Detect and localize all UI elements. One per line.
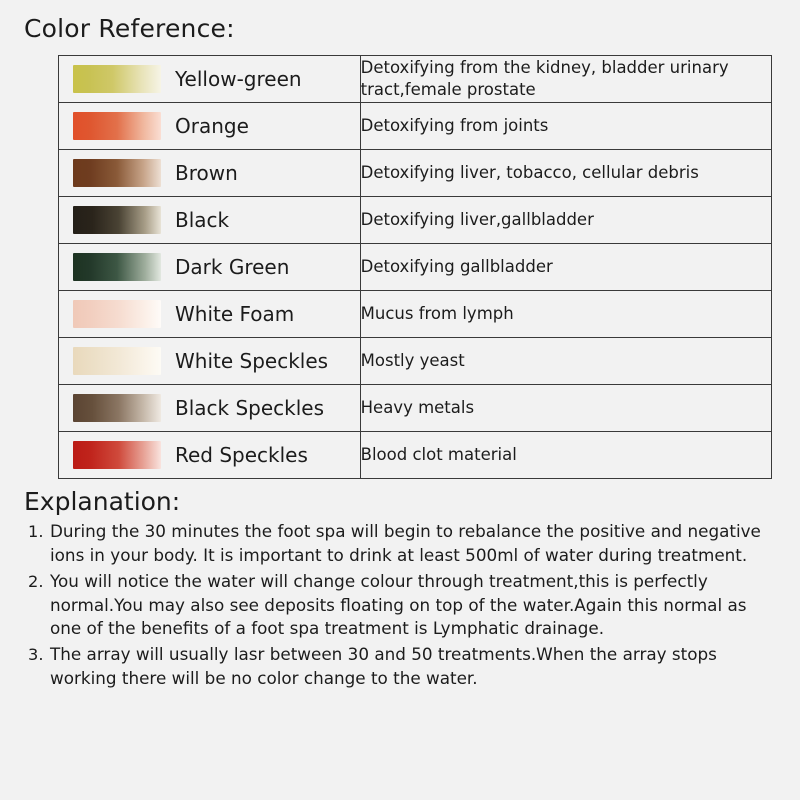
color-name-label: White Speckles [175,349,329,373]
color-swatch [73,253,161,281]
table-row [59,197,772,244]
table-row [59,432,772,479]
color-name-label: Brown [175,161,238,185]
table-row [59,150,772,197]
swatch-row [59,432,360,478]
color-description: Detoxifying gallbladder [360,244,771,291]
swatch-cell [59,291,361,338]
swatch-cell [59,385,361,432]
page-title: Color Reference: [24,14,235,43]
explanation-list [22,520,780,691]
table-row [59,291,772,338]
color-description: Detoxifying from the kidney, bladder urinary tract,female prostate [360,56,771,103]
swatch-cell [59,150,361,197]
color-name-label: Black Speckles [175,396,325,420]
swatch-row [59,150,360,196]
swatch-cell [59,244,361,291]
color-description: Detoxifying liver,gallbladder [360,197,771,244]
color-description: Detoxifying liver, tobacco, cellular debris [360,150,771,197]
list-item: During the 30 minutes the foot spa will begin to rebalance the positive and negative ions in your body. It is important to drink at least 500ml of water during treatment. [50,521,761,565]
list-item: You will notice the water will change colour through treatment,this is perfectly normal.You may also see deposits floating on top of the water.Again this normal as one of the benefits of a foot spa treatment is Lymphatic drainage. [50,570,747,639]
color-name-label: Orange [175,114,249,138]
swatch-row [59,385,360,431]
swatch-cell [59,338,361,385]
swatch-row [59,197,360,243]
color-swatch [73,300,161,328]
color-name-label: Red Speckles [175,443,308,467]
explanation-title: Explanation: [24,487,181,516]
swatch-row [59,56,360,102]
color-name-label: Yellow-green [175,67,302,91]
color-name-label: Black [175,208,230,232]
color-reference-table-body [59,56,772,479]
color-swatch [73,206,161,234]
swatch-row [59,103,360,149]
color-description: Blood clot material [360,432,771,479]
swatch-row [59,244,360,290]
table-row [59,56,772,103]
table-row [59,103,772,150]
color-name-label: White Foam [175,302,295,326]
table-row [59,338,772,385]
color-reference-table [58,55,772,479]
table-row [59,385,772,432]
color-swatch [73,394,161,422]
swatch-cell [59,197,361,244]
color-swatch [73,112,161,140]
color-swatch [73,347,161,375]
color-description: Detoxifying from joints [360,103,771,150]
swatch-cell [59,56,361,103]
swatch-cell [59,432,361,479]
swatch-cell [59,103,361,150]
table-row [59,244,772,291]
color-description: Mostly yeast [360,338,771,385]
color-swatch [73,65,161,93]
swatch-row [59,291,360,337]
color-description: Mucus from lymph [360,291,771,338]
color-swatch [73,441,161,469]
color-swatch [73,159,161,187]
color-name-label: Dark Green [175,255,290,279]
swatch-row [59,338,360,384]
list-item: The array will usually lasr between 30 and 50 treatments.When the array stops working there will be no color change to the water. [50,644,717,689]
color-description: Heavy metals [360,385,771,432]
